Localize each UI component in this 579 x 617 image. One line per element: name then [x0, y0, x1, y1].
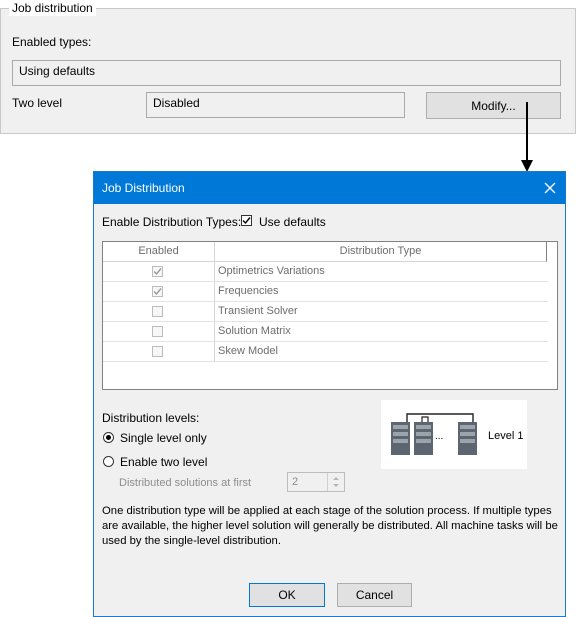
- cancel-button[interactable]: Cancel: [337, 583, 412, 607]
- row-enabled-checkbox: [152, 306, 163, 317]
- group-title: Job distribution: [9, 0, 96, 16]
- enabled-types-value: Using defaults: [19, 64, 96, 78]
- table-row-type: Transient Solver: [215, 302, 548, 322]
- close-button[interactable]: [535, 172, 565, 204]
- enabled-types-label: Enabled types:: [12, 35, 92, 49]
- single-level-label[interactable]: Single level only: [120, 431, 207, 445]
- use-defaults-label: Use defaults: [259, 215, 326, 229]
- two-level-field: [146, 92, 405, 118]
- ok-button[interactable]: OK: [249, 583, 325, 607]
- table-row-enabled-cell: [103, 282, 215, 302]
- diagram-level-label: Level 1: [488, 430, 524, 442]
- two-level-radio[interactable]: [103, 456, 114, 467]
- distribution-types-table: [102, 241, 558, 390]
- table-row-type: Frequencies: [215, 282, 548, 302]
- row-enabled-checkbox: [152, 286, 163, 297]
- two-level-value: Disabled: [153, 96, 200, 110]
- checkmark-icon: [241, 215, 252, 226]
- modify-button[interactable]: Modify...: [426, 92, 561, 119]
- table-row-type: Solution Matrix: [215, 322, 548, 342]
- levels-label: Distribution levels:: [102, 411, 200, 425]
- table-row-enabled-cell: [103, 322, 215, 342]
- table-row-enabled-cell: [103, 342, 215, 362]
- checkmark-icon: [152, 286, 163, 297]
- job-distribution-dialog: [93, 171, 566, 617]
- two-level-label[interactable]: Enable two level: [120, 455, 208, 469]
- connector-arrow-icon: [520, 102, 534, 174]
- row-enabled-checkbox: [152, 346, 163, 357]
- use-defaults-checkbox[interactable]: [241, 215, 252, 226]
- enabled-types-field: [12, 60, 561, 86]
- spinner-buttons[interactable]: [327, 473, 344, 491]
- header-enabled: Enabled: [103, 242, 215, 262]
- dialog-titlebar: [94, 172, 565, 204]
- enable-types-label: Enable Distribution Types:: [102, 215, 242, 229]
- table-row-enabled-cell: [103, 262, 215, 282]
- checkmark-icon: [152, 266, 163, 277]
- row-enabled-checkbox: [152, 266, 163, 277]
- distributed-first-label: Distributed solutions at first: [119, 477, 252, 489]
- distributed-first-spinner[interactable]: [287, 472, 345, 492]
- dialog-title: Job Distribution: [102, 181, 185, 195]
- table-row-type: Skew Model: [215, 342, 548, 362]
- table-row-type: Optimetrics Variations: [215, 262, 548, 282]
- distributed-first-value: 2: [292, 476, 299, 488]
- row-enabled-checkbox: [152, 326, 163, 337]
- job-distribution-group: [0, 1, 576, 134]
- single-level-radio[interactable]: [103, 432, 114, 443]
- table-row-enabled-cell: [103, 302, 215, 322]
- close-icon: [535, 172, 565, 204]
- header-distribution-type: Distribution Type: [215, 242, 547, 262]
- spinner-arrows-icon: [328, 473, 344, 491]
- level-diagram: [381, 400, 527, 469]
- two-level-label: Two level: [12, 96, 63, 110]
- diagram-ellipsis: ...: [435, 431, 444, 442]
- description-text: One distribution type will be applied at each stage of the solution process. If multiple types are available, the higher level solution will generally be distributed. All machine tasks will be used by the single-level distribution.: [102, 505, 558, 547]
